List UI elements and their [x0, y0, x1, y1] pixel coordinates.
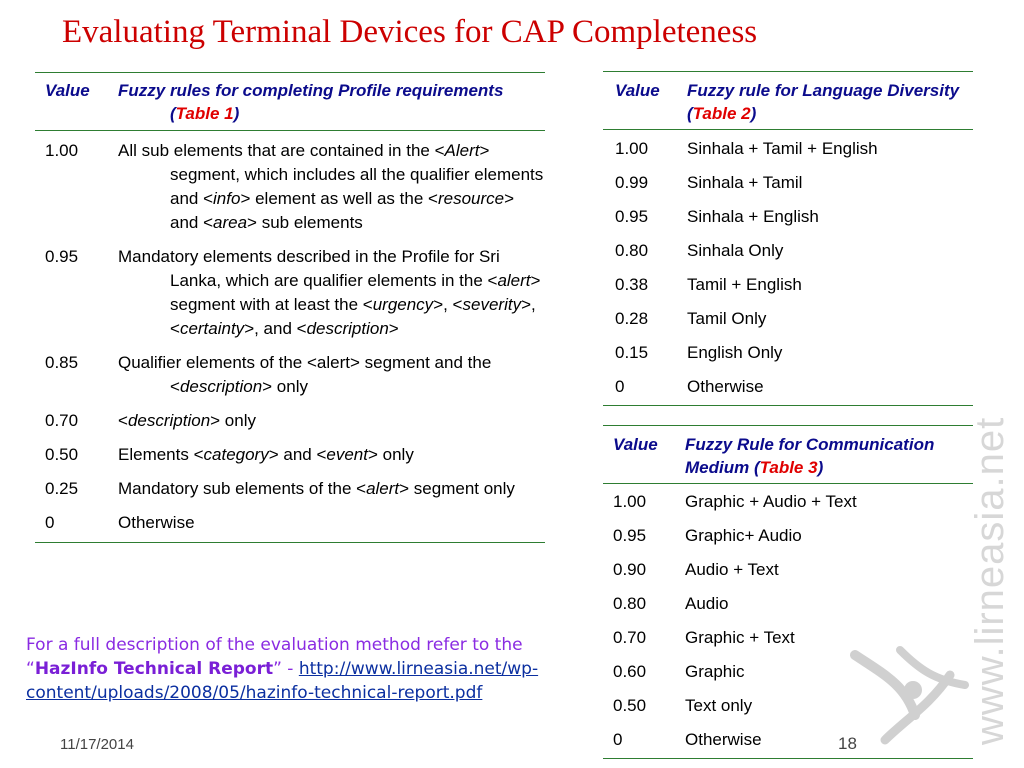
row-description: [118, 351, 545, 399]
header-text: Fuzzy rules for completing Profile requirements (: [118, 81, 504, 123]
table-row: [603, 484, 973, 520]
row-value: 0.85: [45, 353, 79, 372]
element-name: alert: [497, 271, 531, 290]
lirneasia-logo-icon: [845, 645, 975, 755]
header-text-end: ): [233, 104, 240, 123]
row-description: Audio + Text: [685, 560, 779, 579]
row-description: Otherwise: [685, 730, 762, 749]
description-text: > segment, which includes all the qualifier elements and <: [170, 141, 544, 208]
row-value: 0.95: [615, 207, 649, 226]
header-text-end: ): [750, 104, 757, 123]
row-value: 1.00: [615, 139, 649, 158]
row-description: Sinhala Only: [687, 241, 784, 260]
description-text: > sub elements: [247, 213, 363, 232]
description-text: >, and <: [244, 319, 307, 338]
row-value: 0: [615, 377, 625, 396]
element-name: description: [127, 411, 211, 430]
row-value: 0.50: [613, 696, 647, 715]
table-row: [35, 474, 545, 508]
slide-date: 11/17/2014: [60, 736, 134, 753]
report-link[interactable]: http://www.lirneasia.net/wp-content/uploads/2008/05/hazinfo-technical-report.pdf: [26, 659, 539, 703]
description-header: [118, 79, 545, 125]
description-text: > segment only: [399, 479, 515, 498]
element-name: alert: [366, 479, 400, 498]
row-description: Graphic+ Audio: [685, 526, 802, 545]
table-row: [603, 201, 973, 235]
row-value: 0.99: [615, 173, 649, 192]
element-name: description: [179, 377, 263, 396]
row-description: Sinhala + English: [687, 207, 819, 226]
watermark-text: www.lirneasia.net: [968, 416, 1012, 745]
header-text: Fuzzy Rule for Communication Medium (: [685, 435, 935, 477]
note-suffix: ” -: [273, 659, 299, 679]
row-value: 0.50: [45, 445, 79, 464]
row-value: 0.25: [45, 479, 79, 498]
row-description: [118, 139, 545, 235]
description-text: <: [118, 411, 128, 430]
element-name: severity: [462, 295, 522, 314]
element-name: Alert: [444, 141, 480, 160]
table-row: [603, 269, 973, 303]
row-value: 0.70: [613, 628, 647, 647]
header-text-end: ): [817, 458, 824, 477]
row-description: English Only: [687, 343, 783, 362]
element-name: info: [213, 189, 241, 208]
row-value: 0: [613, 730, 623, 749]
element-name: category: [203, 445, 269, 464]
description-text: > segment with at least the <: [170, 271, 541, 314]
row-value: 0.80: [613, 594, 647, 613]
table-row: [35, 406, 545, 440]
table-row: [603, 337, 973, 371]
element-name: description: [306, 319, 389, 338]
description-text: > only: [210, 411, 256, 430]
table-row: [35, 242, 545, 348]
reference-note: [26, 633, 586, 705]
row-description: [118, 511, 545, 535]
row-description: Tamil Only: [687, 309, 767, 328]
table-row: [603, 588, 973, 622]
element-name: certainty: [179, 319, 245, 338]
description-text: Mandatory elements described in the Profile for Sri Lanka, which are qualifier elements in the <: [118, 247, 500, 290]
description-text: All sub elements that are contained in the <: [118, 141, 445, 160]
description-text: Otherwise: [118, 513, 195, 532]
row-value: 0.38: [615, 275, 649, 294]
row-value: 0.60: [613, 662, 647, 681]
table-header: [603, 72, 973, 130]
row-value: 0.95: [613, 526, 647, 545]
table-row: [603, 303, 973, 337]
value-header: Value: [615, 81, 660, 100]
row-description: [118, 443, 545, 467]
slide-title: Evaluating Terminal Devices for CAP Completeness: [62, 14, 758, 50]
table-row: [35, 348, 545, 406]
row-value: 0.95: [45, 247, 79, 266]
table-ref: Table 2: [692, 104, 751, 123]
element-name: resource: [437, 189, 505, 208]
table-row: [603, 554, 973, 588]
value-header: Value: [45, 81, 90, 100]
row-description: Graphic: [685, 662, 745, 681]
table-row: [603, 235, 973, 269]
row-value: 1.00: [45, 141, 79, 160]
table-row: [35, 440, 545, 474]
row-value: 1.00: [613, 492, 647, 511]
row-description: [118, 409, 545, 433]
element-name: urgency: [372, 295, 434, 314]
description-text: Elements <: [118, 445, 204, 464]
element-name: event: [326, 445, 368, 464]
table-header: [35, 73, 545, 131]
description-text: > only: [262, 377, 308, 396]
row-description: Sinhala + Tamil + English: [687, 139, 878, 158]
table-row: [603, 167, 973, 201]
description-text: >: [388, 319, 399, 338]
table-header: [603, 426, 973, 484]
row-description: Graphic + Text: [685, 628, 795, 647]
description-text: > only: [367, 445, 414, 464]
table-ref: Table 3: [759, 458, 818, 477]
row-value: 0.80: [615, 241, 649, 260]
page-number: 18: [838, 734, 857, 753]
description-text: > and <: [170, 189, 515, 232]
table-row: [603, 520, 973, 554]
report-name: HazInfo Technical Report: [34, 659, 274, 679]
row-description: Tamil + English: [687, 275, 802, 294]
note-prefix: For a full description of the evaluation method refer to the “: [26, 635, 523, 679]
element-name: area: [213, 213, 248, 232]
table-ref: Table 1: [175, 104, 234, 123]
description-text: Qualifier elements of the <alert> segment and the <: [118, 353, 492, 396]
row-description: [118, 245, 545, 341]
row-description: Text only: [685, 696, 753, 715]
row-description: [118, 477, 545, 501]
row-value: 0.90: [613, 560, 647, 579]
row-description: Graphic + Audio + Text: [685, 492, 857, 511]
row-value: 0.70: [45, 411, 79, 430]
description-text: >, <: [170, 295, 536, 338]
value-header: Value: [613, 435, 658, 454]
row-description: Sinhala + Tamil: [687, 173, 803, 192]
description-header: [687, 79, 973, 125]
row-value: 0: [45, 513, 55, 532]
language-diversity-table: [603, 71, 973, 426]
table-divider: [603, 405, 973, 425]
header-text: Fuzzy rule for Language Diversity (: [687, 81, 960, 123]
description-text: >, <: [433, 295, 463, 314]
row-value: 0.15: [615, 343, 649, 362]
description-text: Mandatory sub elements of the <: [118, 479, 367, 498]
row-value: 0.28: [615, 309, 649, 328]
description-text: > element as well as the <: [240, 189, 438, 208]
profile-rules-table: [35, 72, 545, 543]
description-text: > and <: [268, 445, 327, 464]
table-row: [603, 371, 973, 405]
table-row: [35, 508, 545, 542]
table-row: [603, 130, 973, 167]
row-description: Otherwise: [687, 377, 764, 396]
row-description: Audio: [685, 594, 729, 613]
table-row: [35, 131, 545, 242]
description-header: [685, 433, 973, 479]
